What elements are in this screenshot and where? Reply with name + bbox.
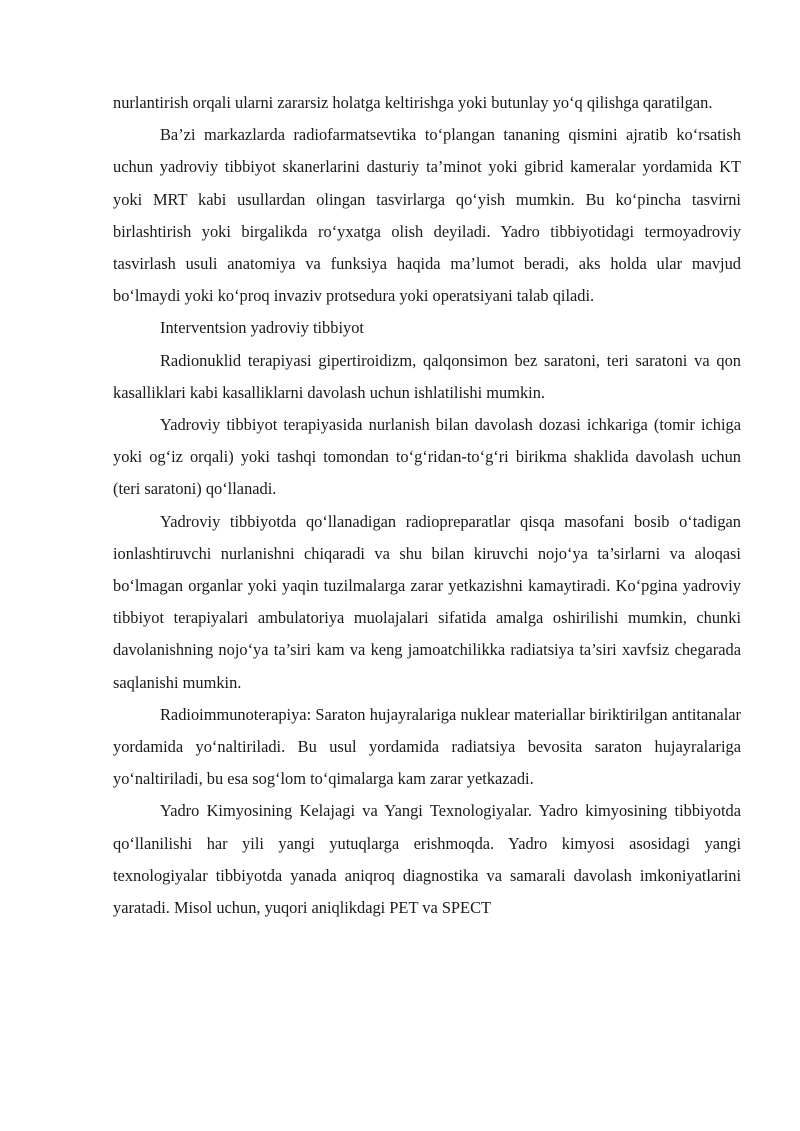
paragraph-radiopharmaceuticals: Yadroviy tibbiyotda qo‘llanadigan radiopreparatlar qisqa masofani bosib o‘tadigan ionlashtiruvchi nurlanishni chiqaradi va shu bilan kiruvchi nojo‘ya ta’sirlarni va aloqasi bo‘lmagan organlar yoki yaqin tuzilmalarga zarar yetkazishni kamaytiradi. Ko‘pgina yadroviy tibbiyot terapiyalari ambulatoriya muolajalari sifatida amalga oshirilishi mumkin, chunki davolanishning nojo‘ya ta’siri kam va keng jamoatchilikka radiatsiya ta’siri xavfsiz chegarada saqlanishi mumkin. [113, 511, 741, 692]
document-page [113, 87, 741, 924]
paragraph-radionuclide-therapy: Radionuklid terapiyasi gipertiroidizm, qalqonsimon bez saratoni, teri saratoni va qon kasalliklari kabi kasalliklarni davolash uchun ishlatilishi mumkin. [113, 350, 741, 402]
paragraph-therapy-dose: Yadroviy tibbiyot terapiyasida nurlanish bilan davolash dozasi ichkariga (tomir ichiga yoki og‘iz orqali) yoki tashqi tomondan to‘g‘ridan-to‘g‘ri birikma shaklida davolash uchun (teri saratoni) qo‘llanadi. [113, 415, 741, 499]
paragraph-future-technologies: Yadro Kimyosining Kelajagi va Yangi Texnologiyalar. Yadro kimyosining tibbiyotda qo‘llanilishi har yili yangi yutuqlarga erishmoqda. Yadro kimyosi asosidagi yangi texnologiyalar tibbiyotda yanada aniqroq diagnostika va samarali davolash imkoniyatlarini yaratadi. Misol uchun, yuqori aniqlikdagi PET va SPECT [113, 801, 741, 918]
paragraph-continuation: nurlantirish orqali ularni zararsiz holatga keltirishga yoki butunlay yo‘q qilishga qaratilgan. [113, 93, 713, 112]
section-heading-interventional: Interventsion yadroviy tibbiyot [160, 318, 364, 338]
paragraph-image-fusion: Ba’zi markazlarda radiofarmatsevtika to‘plangan tananing qismini ajratib ko‘rsatish uchun yadroviy tibbiyot skanerlarini dasturiy ta’minot yoki gibrid kameralar yordamida KT yoki MRT kabi usullardan olingan tasvirlarga qo‘yish mumkin. Bu ko‘pincha tasvirni birlashtirish yoki birgalikda ro‘yxatga olish deyiladi. Yadro tibbiyotidagi termoyadroviy tasvirlash usuli anatomiya va funksiya haqida ma’lumot beradi, aks holda ular mavjud bo‘lmaydi yoki ko‘proq invaziv protsedura yoki operatsiyani talab qiladi. [113, 125, 741, 306]
paragraph-radioimmunotherapy: Radioimmunoterapiya: Saraton hujayralariga nuklear materiallar biriktirilgan antitanalar yordamida yo‘naltiriladi. Bu usul yordamida radiatsiya bevosita saraton hujayralariga yo‘naltiriladi, bu esa sog‘lom to‘qimalarga kam zarar yetkazadi. [113, 704, 741, 789]
